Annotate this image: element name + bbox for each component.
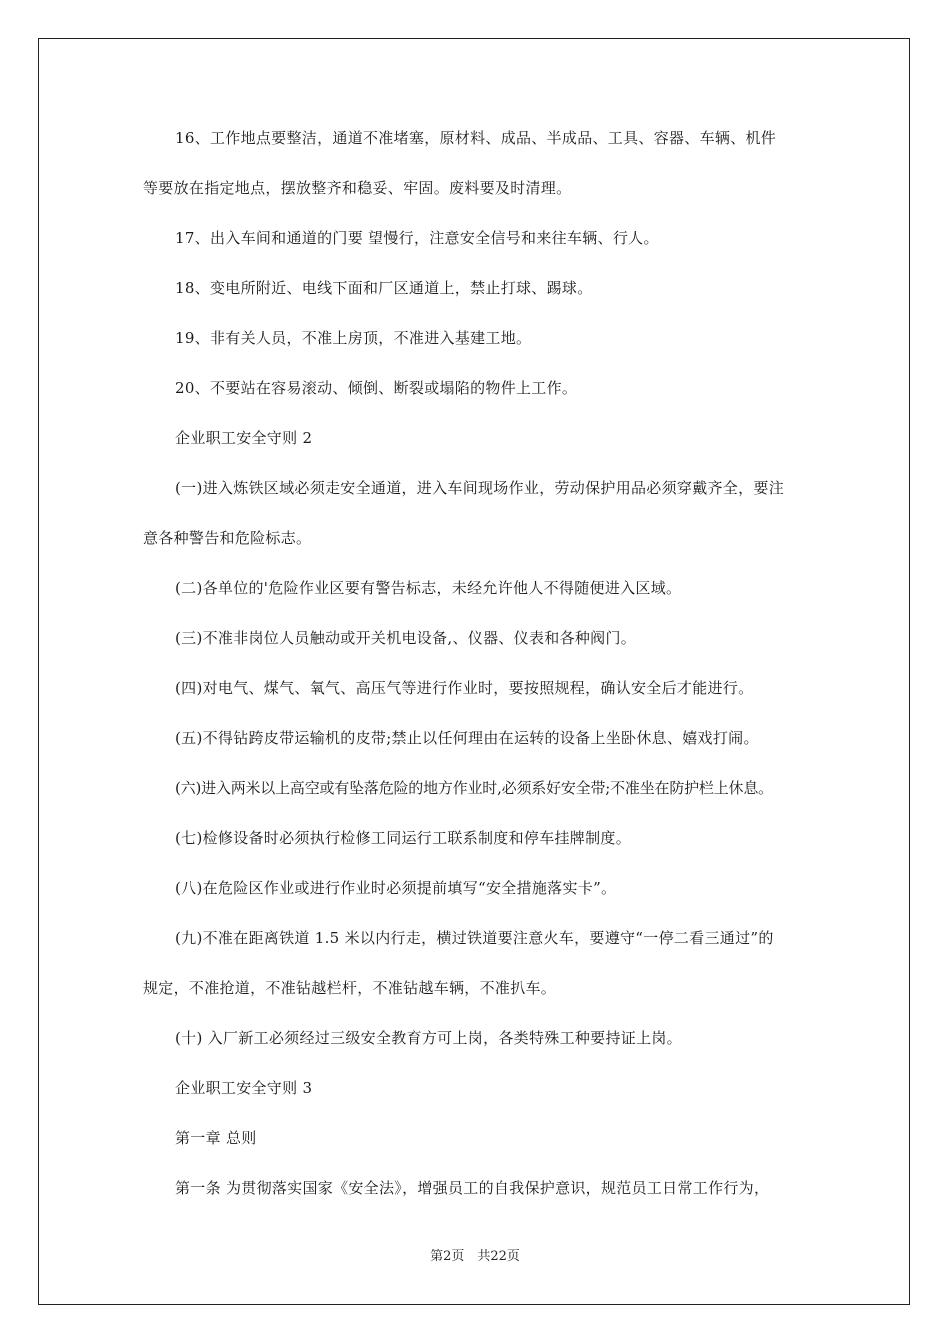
item-1-line-2: 意各种警告和危险标志。	[143, 529, 312, 547]
rule-19: 19、非有关人员，不准上房顶，不准进入基建工地。	[175, 329, 532, 347]
item-9-line-2: 规定，不准抢道，不准钻越栏杆，不准钻越车辆，不准扒车。	[143, 979, 557, 997]
article-1-line-1: 第一条 为贯彻落实国家《安全法》，增强员工的自我保护意识，规范员工日常工作行为，	[175, 1179, 770, 1197]
item-8: (八)在危险区作业或进行作业时必须提前填写“安全措施落实卡”。	[175, 879, 617, 897]
section-heading-3: 企业职工安全守则 3	[175, 1079, 313, 1097]
chapter-heading: 第一章 总则	[175, 1129, 257, 1147]
item-4: (四)对电气、煤气、氧气、高压气等进行作业时，要按照规程，确认安全后才能进行。	[175, 679, 754, 697]
item-7: (七)检修设备时必须执行检修工同运行工联系制度和停车挂牌制度。	[175, 829, 632, 847]
rule-20: 20、不要站在容易滚动、倾倒、断裂或塌陷的物件上工作。	[175, 379, 578, 397]
section-heading-2: 企业职工安全守则 2	[175, 429, 313, 447]
item-6: (六)进入两米以上高空或有坠落危险的地方作业时,必须系好安全带;不准坐在防护栏上休息。	[175, 779, 773, 797]
rule-16-line-2: 等要放在指定地点，摆放整齐和稳妥、牢固。废料要及时清理。	[143, 179, 572, 197]
page-number-footer: 第2页 共22页	[430, 1249, 520, 1264]
item-9-line-1: (九)不准在距离铁道 1.5 米以内行走，横过铁道要注意火车，要遵守“一停二看三通过”的	[175, 929, 774, 947]
item-3: (三)不准非岗位人员触动或开关机电设备,、仪器、仪表和各种阀门。	[175, 629, 637, 647]
item-2: (二)各单位的'危险作业区要有警告标志，未经允许他人不得随便进入区域。	[175, 579, 682, 597]
item-5: (五)不得钻跨皮带运输机的皮带;禁止以任何理由在运转的设备上坐卧休息、嬉戏打闹。	[175, 729, 759, 747]
rule-17: 17、出入车间和通道的门要 望慢行，注意安全信号和来往车辆、行人。	[175, 229, 659, 247]
item-10: (十) 入厂新工必须经过三级安全教育方可上岗，各类特殊工种要持证上岗。	[175, 1029, 682, 1047]
rule-18: 18、变电所附近、电线下面和厂区通道上，禁止打球、踢球。	[175, 279, 593, 297]
item-1-line-1: (一)进入炼铁区域必须走安全通道，进入车间现场作业，劳动保护用品必须穿戴齐全，要注	[175, 479, 785, 497]
rule-16-line-1: 16、工作地点要整洁，通道不准堵塞，原材料、成品、半成品、工具、容器、车辆、机件	[175, 129, 777, 147]
